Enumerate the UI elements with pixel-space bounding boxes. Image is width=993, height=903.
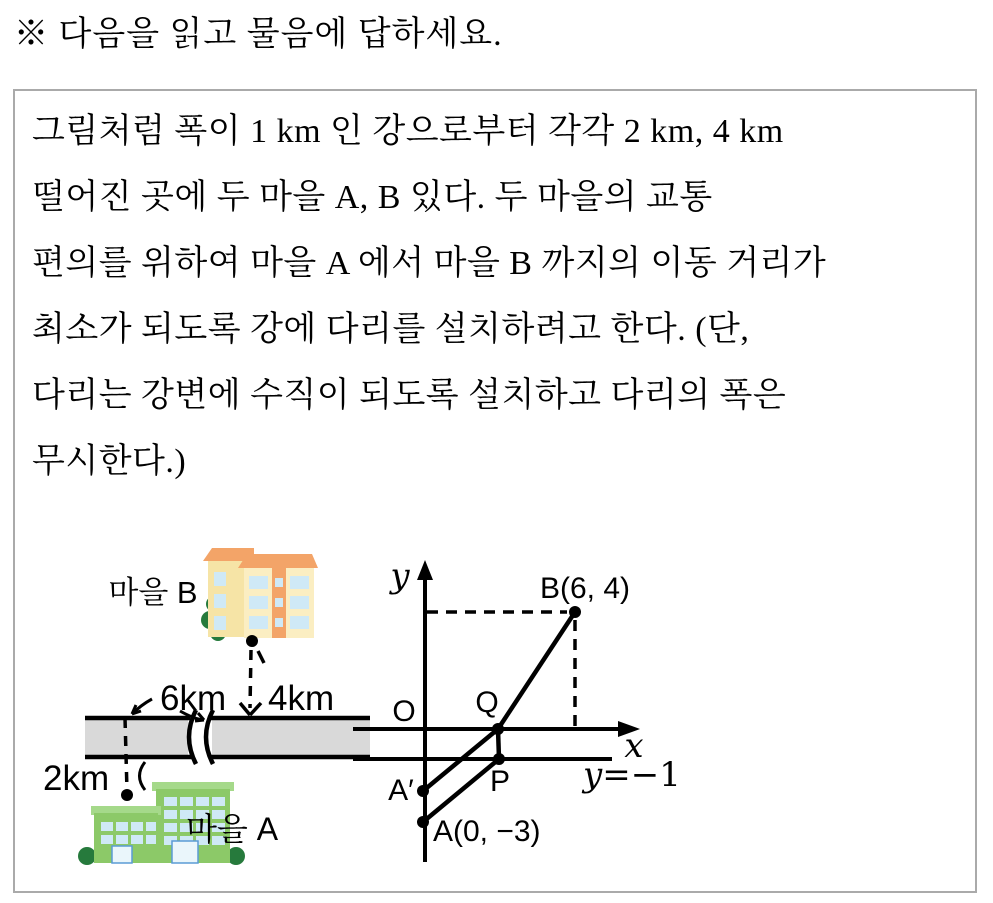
problem-line: 무시한다.) xyxy=(32,443,187,480)
point-a-prime-label: A′ xyxy=(388,774,414,807)
problem-line: 그림처럼 폭이 1 km 인 강으로부터 각각 2 km, 4 km xyxy=(32,113,784,150)
point-b xyxy=(569,606,581,618)
river-right-segment xyxy=(212,720,370,755)
distance-6km-label: 6km xyxy=(160,679,227,718)
point-p xyxy=(493,753,505,765)
leader-arrow-left-icon xyxy=(132,699,152,714)
problem-line: 떨어진 곳에 두 마을 A, B 있다. 두 마을의 교통 xyxy=(32,179,713,216)
segment-p-a xyxy=(423,759,499,822)
leader-curve-icon xyxy=(140,762,146,790)
segment-b-q xyxy=(498,612,575,729)
problem-line: 편의를 위하여 마을 A 에서 마을 B 까지의 이동 거리가 xyxy=(32,245,827,282)
b-to-river-dashed-line xyxy=(250,650,251,708)
village-b-building-icon xyxy=(201,548,318,641)
village-a-point xyxy=(121,789,133,801)
village-diagram xyxy=(43,548,370,865)
door-shape xyxy=(112,846,132,863)
x-axis-label: x xyxy=(624,726,644,766)
river-left-segment xyxy=(85,720,188,755)
point-q xyxy=(492,723,504,735)
distance-4km-label: 4km xyxy=(268,679,335,718)
point-q-label: Q xyxy=(475,686,499,719)
village-b-point xyxy=(246,635,258,647)
distance-2km-label: 2km xyxy=(43,759,110,798)
village-a-label: 마을 A xyxy=(186,811,279,847)
river-line-equation: y=−1 xyxy=(583,755,681,795)
point-a xyxy=(417,816,429,828)
point-a-label: A(0, −3) xyxy=(433,815,541,848)
point-a-prime xyxy=(417,785,429,797)
coordinate-diagram xyxy=(353,556,681,862)
village-b-label: 마을 B xyxy=(108,575,198,610)
stray-dash xyxy=(258,651,264,663)
instruction-header: ※ 다음을 읽고 물음에 답하세요. xyxy=(14,16,503,53)
point-b-label: B(6, 4) xyxy=(540,572,631,605)
y-axis-label: y xyxy=(390,556,410,596)
roof-shape xyxy=(238,554,318,568)
origin-label: O xyxy=(392,695,416,728)
problem-line: 다리는 강변에 수직이 되도록 설치하고 다리의 폭은 xyxy=(32,377,787,414)
point-p-label: P xyxy=(489,765,511,798)
y-axis-arrow-icon xyxy=(417,560,433,580)
problem-line: 최소가 되도록 강에 다리를 설치하려고 한다. (단, xyxy=(32,311,750,348)
